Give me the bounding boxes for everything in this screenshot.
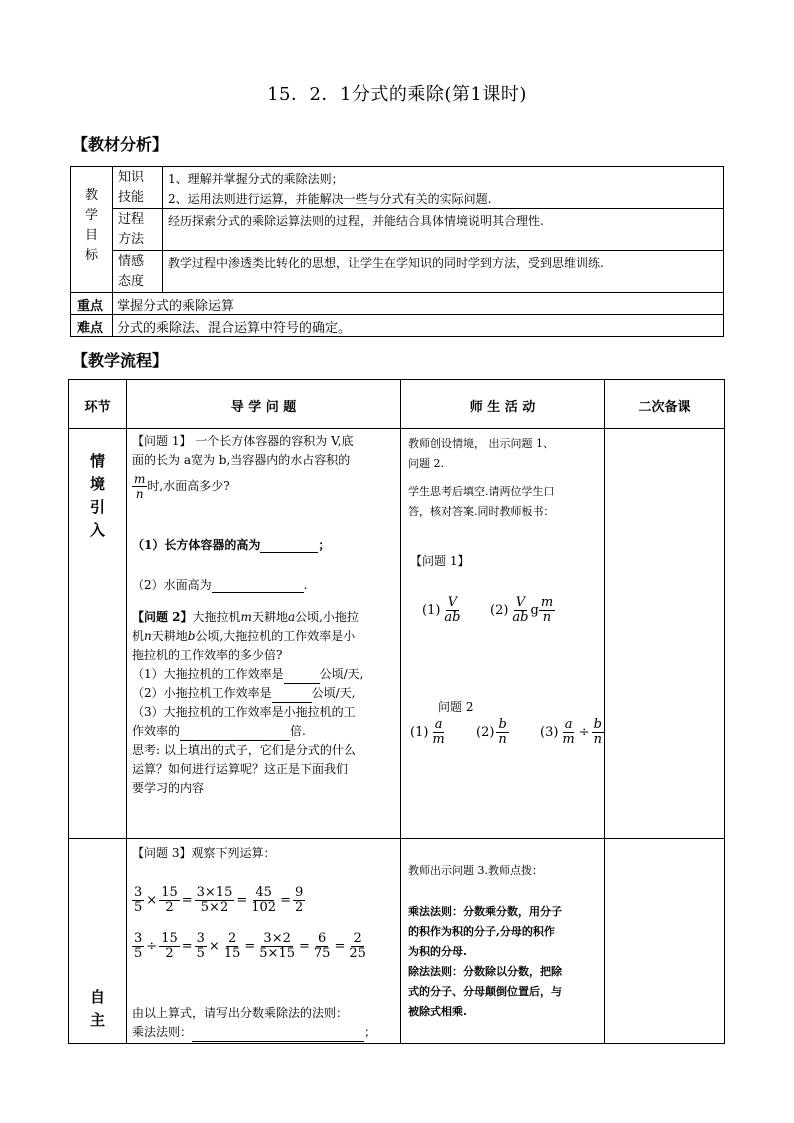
fraction: $\frac{3}{5}$ [134, 931, 143, 961]
question-1-blank-2: （2）水面高为 . [132, 578, 308, 592]
board-answer-2-3: (3) $\frac{a}{m}$ ÷ $\frac{b}{n}$ [540, 717, 603, 747]
fraction: $\frac{45}{102}$ [251, 885, 277, 915]
header-stage: 环节 [84, 400, 111, 415]
key-point-text: 掌握分式的乘除运算 [117, 299, 235, 314]
teacher-activity-1: 教师创设情境， 出示问题 1、 问题 2. 学生思考后填空.请两位学生口 答，核对答案.同时教师板书： [408, 437, 555, 518]
operator: × [208, 939, 220, 954]
section-heading-flow: 【教学流程】 [72, 351, 169, 370]
rules-explanation: 乘法法则：分数乘分数，用分子 的积作为积的分子,分母的积作 为积的分母. 除法法则：分数除以分数，把除 式的分子、分母颠倒位置后，与 被除式相乘. [408, 905, 562, 1018]
frac-n: n [135, 487, 144, 501]
objectives-label: 教 学 目 标 [84, 188, 98, 263]
operator: = [181, 893, 193, 908]
question-1: 【问题 1】 一个长方体容器的容积为 V,底 面的长为 a宽为 b,当容器内的水占容积的 $\frac{m}{n}$ 时,水面高多少? [132, 434, 354, 501]
stage-self-study: 自 主 [89, 988, 105, 1029]
fraction: $\frac{15}{2}$ [161, 885, 178, 915]
fraction: $\frac{2}{15}$ [223, 931, 241, 961]
fraction: $\frac{15}{2}$ [161, 931, 178, 961]
board-answer-1-1: (1) $\frac{V}{ab}$ [422, 595, 461, 625]
category-knowledge: 知识 技能 [118, 170, 145, 205]
fraction: $\frac{9}{2}$ [295, 885, 304, 915]
header-questions: 导 学 问 题 [230, 400, 297, 415]
header-second-prep: 二次备课 [638, 400, 691, 415]
objective-process: 经历探索分式的乘除运算法则的过程，并能结合具体情境说明其合理性. [168, 214, 544, 228]
header-activities: 师 生 活 动 [469, 400, 536, 415]
board-question-2-label: 问题 2 [438, 700, 474, 714]
answer-blank[interactable] [192, 1041, 364, 1042]
operator: = [244, 939, 256, 954]
fraction: $\frac{2}{25}$ [349, 931, 366, 961]
teacher-activity-3: 教师出示问题 3.教师点拨： [408, 864, 543, 877]
fraction: $\frac{3\times 2}{5\times 15}$ [259, 931, 295, 961]
board-answer-2-1: (1) $\frac{a}{m}$ [410, 717, 445, 747]
operator: = [280, 893, 291, 908]
equation-divide [132, 932, 368, 961]
board-question-1-label: 【问题 1】 [410, 554, 470, 568]
board-answer-2-2: (2) $\frac{b}{n}$ [476, 717, 507, 747]
frac-m: m [134, 472, 146, 486]
operator: ÷ [146, 939, 158, 954]
question-2: 【问题 2】大拖拉机m天耕地a公顷,小拖拉 机n天耕地b公顷,大拖拉机的工作效率是小 拖拉机的工作效率的多少倍? （1）大拖拉机的工作效率是 公顷/天, （2）小拖拉机工作效率是 公顷/天, （3）大拖拉机的工作效率是小拖拉机的工 作效率的 倍. 思考: 以上填出的式子，它们是分式的什么 运算？如何进行运算呢？这正是下面我们 要学习的内容 [132, 610, 364, 795]
operator: = [236, 893, 248, 908]
category-emotion: 情感 态度 [118, 254, 145, 289]
objective-knowledge: 1、理解并掌握分式的乘除法则； 2、运用法则进行运算，并能解决一些与分式有关的实际问题. [168, 172, 492, 206]
difficulty-text: 分式的乘除法、混合运算中符号的确定。 [117, 321, 352, 336]
question-1-blank-1: （1）长方体容器的高为 ； [132, 538, 331, 552]
question-3-tail: 由以上算式，请写出分数乘除法的法则： 乘法法则： ； [132, 1004, 376, 1042]
fraction: $\frac{3\times 15}{5\times 2}$ [196, 885, 233, 915]
page-title: 15．2．1分式的乘除(第1课时) [267, 84, 527, 105]
fraction: $\frac{3}{5}$ [196, 931, 205, 961]
operator: = [181, 939, 193, 954]
objective-emotion: 教学过程中渗透类比转化的思想，让学生在学知识的同时学到方法，受到思维训练. [168, 256, 604, 270]
answer-blank[interactable] [212, 592, 304, 593]
answer-blank[interactable] [260, 552, 318, 553]
operator: = [334, 939, 346, 954]
section-heading-analysis: 【教材分析】 [72, 135, 169, 154]
question-3-heading: 【问题 3】观察下列运算： [132, 846, 276, 860]
operator: = [299, 939, 310, 954]
difficulty-label: 难点 [77, 321, 104, 336]
stage-situation-intro: 情 境 引 入 [89, 452, 105, 539]
key-point-label: 重点 [77, 299, 104, 314]
fraction: $\frac{3}{5}$ [134, 885, 143, 915]
equation-multiply [132, 886, 305, 915]
operator: × [146, 893, 158, 908]
category-process: 过程 方法 [118, 212, 145, 247]
board-answer-1-2: (2) $\frac{V}{ab}$ g $\frac{m}{n}$ [490, 595, 554, 625]
fraction: $\frac{6}{75}$ [313, 931, 331, 961]
